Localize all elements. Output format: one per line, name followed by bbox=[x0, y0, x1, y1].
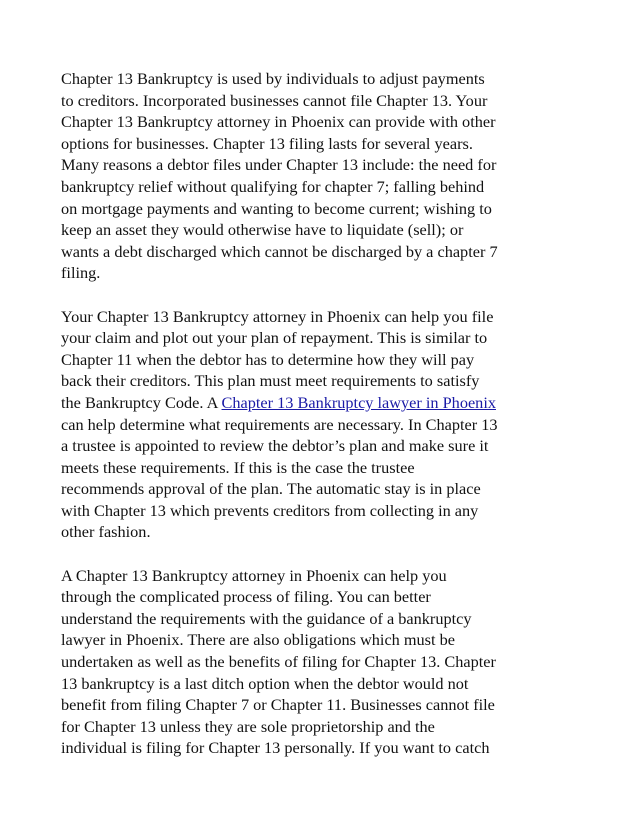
text-segment: Your Chapter 13 Bankruptcy attorney in Phoenix can help you file bbox=[61, 306, 494, 326]
text-line bbox=[61, 608, 581, 630]
text-line bbox=[61, 478, 581, 500]
text-segment: to creditors. Incorporated businesses cannot file Chapter 13. Your bbox=[61, 90, 488, 110]
text-line bbox=[61, 586, 581, 608]
text-segment: the Bankruptcy Code. A bbox=[61, 392, 222, 412]
text-line bbox=[61, 262, 581, 284]
text-segment: other fashion. bbox=[61, 522, 151, 542]
text-segment: benefit from filing Chapter 7 or Chapter 11. Businesses cannot file bbox=[61, 695, 495, 715]
text-line bbox=[61, 737, 581, 759]
text-segment: Chapter 13 Bankruptcy is used by individuals to adjust payments bbox=[61, 69, 485, 88]
bankruptcy-lawyer-link[interactable]: Chapter 13 Bankruptcy lawyer in Phoenix bbox=[221, 392, 496, 412]
text-line bbox=[61, 435, 581, 457]
paragraph-1 bbox=[61, 68, 581, 284]
text-segment: individual is filing for Chapter 13 personally. If you want to catch bbox=[61, 738, 490, 758]
text-line bbox=[61, 176, 581, 198]
text-line bbox=[61, 392, 581, 414]
text-line bbox=[61, 370, 581, 392]
text-segment: wants a debt discharged which cannot be discharged by a chapter 7 bbox=[61, 241, 498, 261]
text-segment: back their creditors. This plan must meet requirements to satisfy bbox=[61, 371, 480, 391]
text-segment: meets these requirements. If this is the case the trustee bbox=[61, 457, 415, 477]
text-line bbox=[61, 241, 581, 263]
paragraph-2 bbox=[61, 306, 581, 544]
text-segment: filing. bbox=[61, 263, 101, 283]
text-line bbox=[61, 565, 581, 587]
text-line bbox=[61, 306, 581, 328]
text-segment: your claim and plot out your plan of repayment. This is similar to bbox=[61, 328, 488, 348]
text-segment: through the complicated process of filing. You can better bbox=[61, 587, 431, 607]
text-line bbox=[61, 521, 581, 543]
text-segment: 13 bankruptcy is a last ditch option when the debtor would not bbox=[61, 673, 469, 693]
paragraph-gap bbox=[61, 284, 581, 306]
text-line bbox=[61, 90, 581, 112]
text-line bbox=[61, 327, 581, 349]
text-segment: options for businesses. Chapter 13 filing lasts for several years. bbox=[61, 133, 473, 153]
paragraph-3 bbox=[61, 565, 581, 759]
text-line bbox=[61, 154, 581, 176]
text-line bbox=[61, 651, 581, 673]
text-line bbox=[61, 694, 581, 716]
text-segment: a trustee is appointed to review the debtor’s plan and make sure it bbox=[61, 436, 489, 456]
text-segment: keep an asset they would otherwise have to liquidate (sell); or bbox=[61, 220, 464, 240]
text-segment: bankruptcy relief without qualifying for chapter 7; falling behind bbox=[61, 176, 485, 196]
text-line bbox=[61, 414, 581, 436]
text-line bbox=[61, 111, 581, 133]
text-line bbox=[61, 673, 581, 695]
text-segment: recommends approval of the plan. The automatic stay is in place bbox=[61, 479, 481, 499]
text-line bbox=[61, 500, 581, 522]
text-segment: with Chapter 13 which prevents creditors from collecting in any bbox=[61, 500, 479, 520]
text-segment: can help determine what requirements are necessary. In Chapter 13 bbox=[61, 414, 498, 434]
text-segment: on mortgage payments and wanting to become current; wishing to bbox=[61, 198, 492, 218]
text-segment: lawyer in Phoenix. There are also obligations which must be bbox=[61, 630, 455, 650]
text-segment: for Chapter 13 unless they are sole proprietorship and the bbox=[61, 716, 435, 736]
paragraph-gap bbox=[61, 543, 581, 565]
text-segment: understand the requirements with the guidance of a bankruptcy bbox=[61, 608, 472, 628]
text-segment: undertaken as well as the benefits of filing for Chapter 13. Chapter bbox=[61, 652, 496, 672]
text-line bbox=[61, 133, 581, 155]
text-segment: Chapter 11 when the debtor has to determine how they will pay bbox=[61, 349, 475, 369]
text-line bbox=[61, 457, 581, 479]
text-line bbox=[61, 349, 581, 371]
text-line bbox=[61, 219, 581, 241]
text-line bbox=[61, 716, 581, 738]
text-segment: Many reasons a debtor files under Chapter 13 include: the need for bbox=[61, 155, 497, 175]
text-line bbox=[61, 68, 581, 90]
text-line bbox=[61, 198, 581, 220]
text-line bbox=[61, 629, 581, 651]
text-segment: Chapter 13 Bankruptcy attorney in Phoenix can provide with other bbox=[61, 112, 496, 132]
document-body bbox=[61, 68, 581, 759]
text-segment: A Chapter 13 Bankruptcy attorney in Phoenix can help you bbox=[61, 565, 447, 585]
